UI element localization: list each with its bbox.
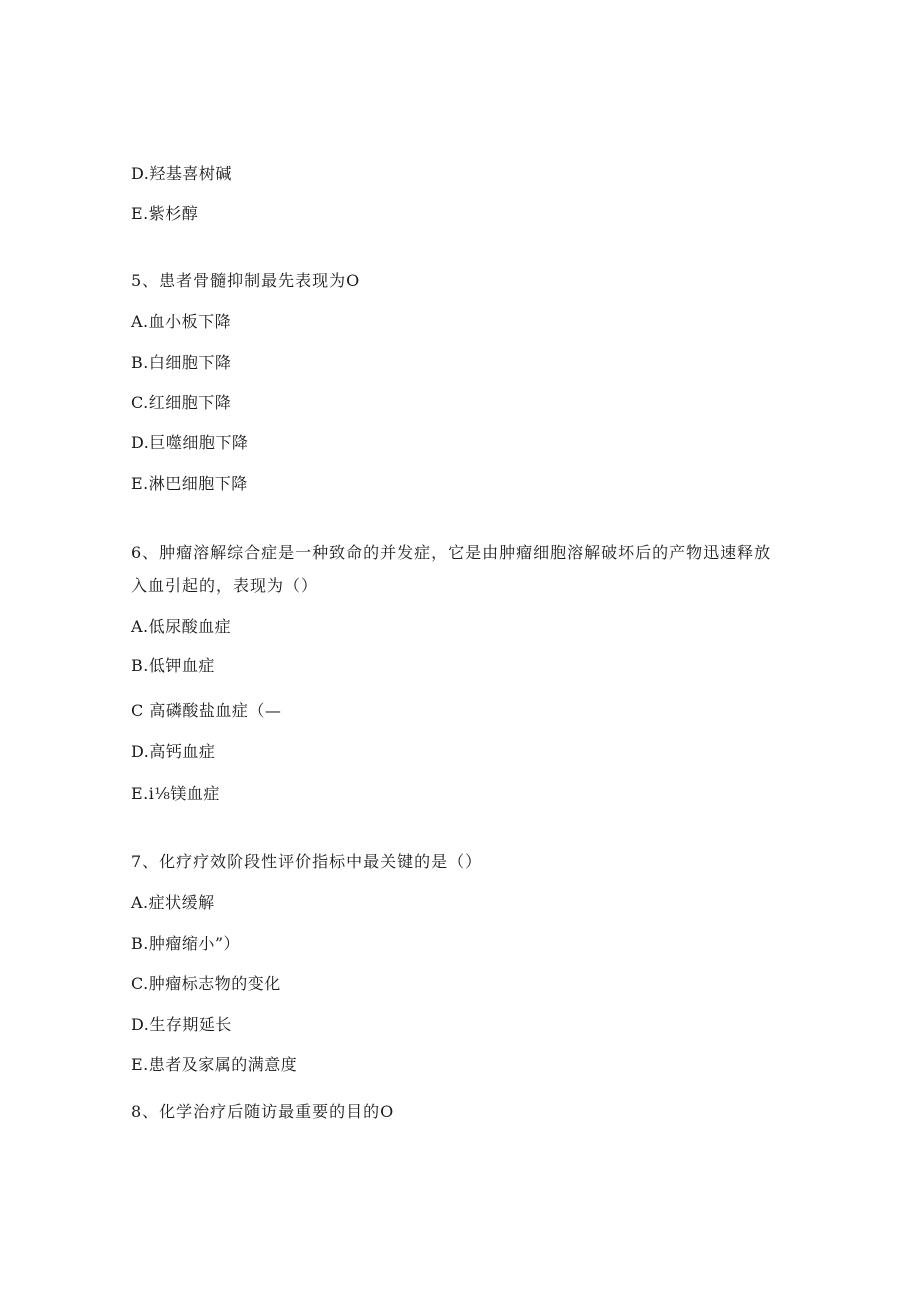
q7-option-a: A.症状缓解 [131, 893, 215, 912]
q5-option-a: A.血小板下降 [131, 312, 232, 331]
q6-stem-line-1: 6、肿瘤溶解综合症是一种致命的并发症，它是由肿瘤细胞溶解破坏后的产物迅速释放 [131, 543, 772, 562]
q6-stem-line-2: 入血引起的，表现为（） [131, 576, 319, 595]
q5-option-d: D.巨噬细胞下降 [131, 433, 249, 452]
q6-option-d: D.高钙血症 [131, 742, 216, 761]
q6-option-b: B.低钾血症 [131, 656, 215, 675]
q5-option-b: B.白细胞下降 [131, 353, 232, 372]
q6-option-c: C 高磷酸盐血症（— [131, 701, 282, 720]
q7-option-d: D.生存期延长 [131, 1015, 232, 1034]
q8-stem: 8、化学治疗后随访最重要的目的O [131, 1102, 395, 1121]
q5-option-c: C.红细胞下降 [131, 393, 232, 412]
q7-option-c: C.肿瘤标志物的变化 [131, 974, 281, 993]
q5-option-e: E.淋巴细胞下降 [131, 474, 248, 493]
q7-stem: 7、化疗疗效阶段性评价指标中最关键的是（） [131, 852, 483, 871]
q4-option-e: E.紫杉醇 [131, 204, 199, 223]
q7-option-b: B.肿瘤缩小”） [131, 934, 241, 953]
q4-option-d: D.羟基喜树碱 [131, 164, 232, 183]
q6-option-a: A.低尿酸血症 [131, 617, 232, 636]
q7-option-e: E.患者及家属的满意度 [131, 1055, 298, 1074]
q5-stem: 5、患者骨髓抑制最先表现为O [131, 271, 361, 290]
q6-option-e: E.i⅛镁血症 [131, 784, 220, 803]
